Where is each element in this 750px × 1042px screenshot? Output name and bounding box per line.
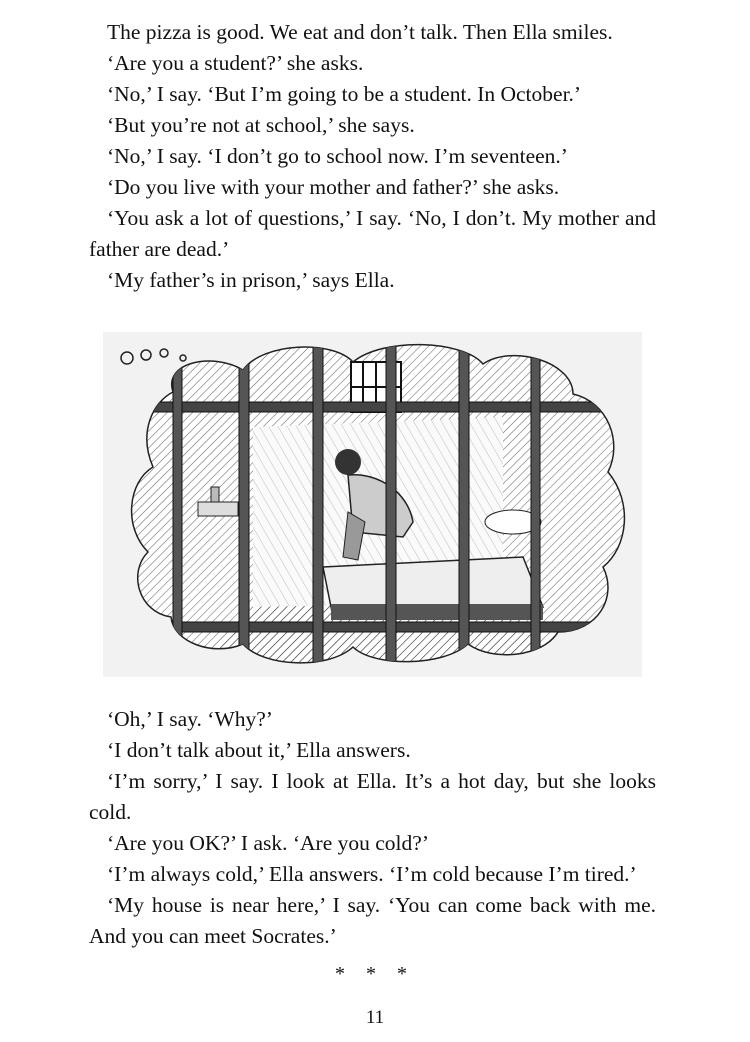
paragraph: ‘Are you a student?’ she asks. <box>107 51 364 75</box>
paragraph: ‘No,’ I say. ‘But I’m going to be a student. In October.’ <box>107 82 582 106</box>
page-number: 11 <box>365 1007 385 1028</box>
paragraph: ‘I’m always cold,’ Ella answers. ‘I’m cold because I’m tired.’ <box>107 862 637 886</box>
paragraph: ‘Are you OK?’ I ask. ‘Are you cold?’ <box>107 831 429 855</box>
text-block-bottom <box>89 704 656 952</box>
paragraph: ‘Oh,’ I say. ‘Why?’ <box>107 707 273 731</box>
prison-cell-illustration <box>103 332 642 677</box>
text-block-top <box>89 17 656 296</box>
paragraph: ‘I’m sorry,’ I say. I look at Ella. It’s a hot day, but she looks cold. <box>89 769 656 824</box>
paragraph: ‘My house is near here,’ I say. ‘You can come back with me. And you can meet Socrates.’ <box>89 893 656 948</box>
paragraph: ‘Do you live with your mother and father?’ she asks. <box>107 175 560 199</box>
paragraph: ‘No,’ I say. ‘I don’t go to school now. I’m seventeen.’ <box>107 144 568 168</box>
paragraph: ‘I don’t talk about it,’ Ella answers. <box>107 738 411 762</box>
paragraph: ‘My father’s in prison,’ says Ella. <box>107 268 395 292</box>
scene-break: * * * <box>335 963 415 985</box>
paragraph: ‘You ask a lot of questions,’ I say. ‘No, I don’t. My mother and father are dead.’ <box>89 206 656 261</box>
paragraph: The pizza is good. We eat and don’t talk. Then Ella smiles. <box>107 20 613 44</box>
paragraph: ‘But you’re not at school,’ she says. <box>107 113 415 137</box>
